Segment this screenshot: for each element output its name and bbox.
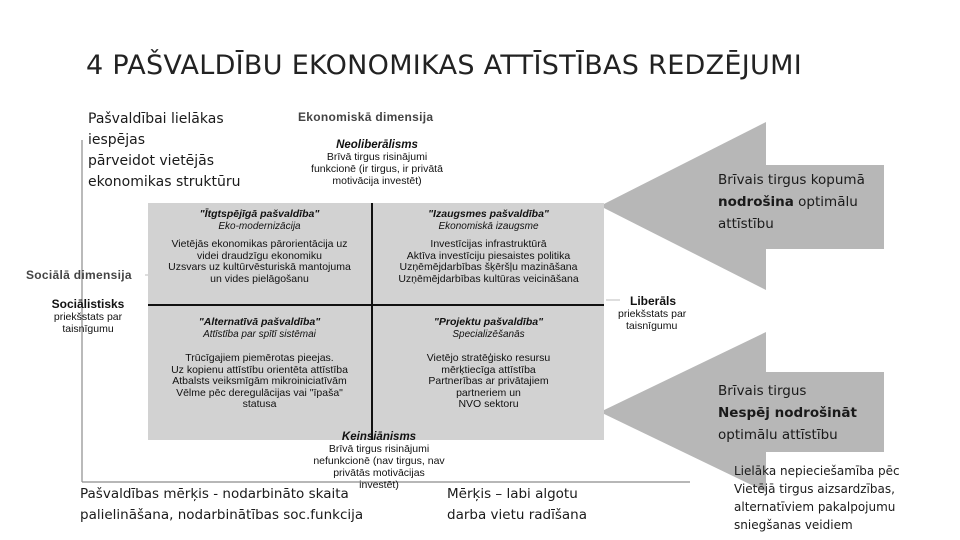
pole-line: motivācija investēt) [332, 175, 422, 187]
quadrant-title: "Ītgtspējīgā pašvaldība" [199, 208, 320, 220]
quadrant-title: "Projektu pašvaldība" [433, 316, 544, 328]
pole-line: taisnīgumu [626, 320, 678, 332]
economic-dimension-label: Ekonomiskā dimensija [298, 110, 434, 124]
quadrant-line: Vēlme pēc deregulācijas vai "īpaša" [176, 386, 343, 399]
quadrant-line: Atbalsts veiksmīgām mikroiniciatīvām [172, 375, 347, 387]
page-title: 4 PAŠVALDĪBU EKONOMIKAS ATTĪSTĪBAS REDZĒJUMI [86, 50, 802, 81]
note-bottom-right [734, 462, 900, 534]
arrow-bottom-label [718, 380, 857, 446]
pole-title: Sociālistisks [51, 297, 125, 311]
arrow-line: optimālu attīstību [718, 427, 838, 443]
pole-title: Liberāls [629, 294, 677, 308]
quadrant-subtitle: Eko-modernizācija [218, 220, 301, 232]
pole-line: Brīvā tirgus risinājumi [328, 443, 430, 455]
pole-line: priekšstats par [618, 308, 687, 320]
social-dimension-label: Sociālā dimensija [26, 268, 132, 282]
pole-title: Neoliberālisms [336, 139, 418, 151]
quadrant-alternative [148, 317, 371, 411]
quadrant-line: Uzņēmējdarbības kultūras veicināšana [398, 272, 579, 285]
quadrant-subtitle: Specializēšanās [452, 328, 525, 340]
arrow-top-label [718, 169, 865, 235]
note-bottom-left [80, 484, 363, 526]
pole-neoliberal [292, 139, 462, 187]
note-line: pārveidot vietējās [88, 153, 215, 169]
quadrant-line: Investīcijas infrastruktūrā [430, 238, 547, 250]
arrow-line: Nespēj nodrošināt [718, 405, 857, 421]
arrow-text: optimālu [793, 194, 858, 210]
note-line: iespējas [88, 132, 146, 148]
quadrant-line: Vietējās ekonomikas pārorientācija uz [171, 238, 348, 250]
note-top-left [88, 109, 240, 193]
arrow-line: Brīvais tirgus [718, 383, 807, 399]
quadrant-line: Uz kopienu attīstību orientēta attīstība [171, 363, 348, 376]
note-line: Lielāka nepieciešamība pēc [734, 464, 900, 478]
quadrant-line: un vides pielāgošanu [210, 272, 309, 285]
pole-line: Brīvā tirgus risinājumi [326, 151, 428, 163]
quadrant-line: Aktīva investīciju piesaistes politika [406, 249, 571, 262]
quadrant-line: partneriem un [456, 386, 521, 399]
quadrant-line: mērķtiecīga attīstība [441, 363, 536, 376]
quadrant-line: Uzsvars uz kultūrvēsturiskā mantojuma [168, 261, 351, 273]
quadrant-title: "Izaugsmes pašvaldība" [428, 208, 549, 220]
pole-line: investēt) [359, 479, 399, 491]
quadrant-line: Uzņēmējdarbības šķēršļu mazināšana [399, 261, 578, 273]
note-line: alternatīviem pakalpojumu [734, 500, 896, 514]
note-line: palielināšana, nodarbinātības soc.funkcija [80, 507, 364, 523]
quadrant-growth [373, 209, 604, 285]
quadrant-subtitle: Ekonomiskā izaugsme [438, 220, 539, 232]
quadrant-title: "Alternatīvā pašvaldība" [198, 316, 321, 328]
pole-socialist [38, 297, 138, 335]
quadrant-line: videi draudzīgu ekonomiku [197, 249, 322, 262]
arrow-bold-text: nodrošina [718, 194, 794, 210]
note-line: ekonomikas struktūru [88, 174, 241, 190]
quadrant-line: Partnerības ar privātajiem [428, 375, 549, 387]
pole-line: funkcionē (ir tirgus, ir privātā [311, 163, 443, 175]
quadrant-subtitle: Attīstība par spītī sistēmai [203, 328, 316, 340]
note-line: Vietējā tirgus aizsardzības, [734, 482, 895, 496]
arrow-line: attīstību [718, 216, 774, 232]
pole-line: privātās motivācijas [333, 467, 425, 479]
quadrant-line: NVO sektoru [458, 398, 519, 410]
pole-line: taisnīgumu [62, 323, 114, 335]
quadrant-sustainable [148, 209, 371, 285]
arrow-line [718, 191, 865, 213]
note-line: Pašvaldības mērķis - nodarbināto skaita [80, 486, 349, 502]
note-line: sniegšanas veidiem [734, 518, 853, 532]
grid-horizontal-divider [148, 304, 604, 306]
quadrant-project [373, 317, 604, 411]
quadrant-line: statusa [242, 398, 277, 410]
note-line: darba vietu radīšana [447, 507, 587, 523]
arrow-line: Brīvais tirgus kopumā [718, 172, 865, 188]
pole-liberal [614, 294, 706, 332]
note-line: Mērķis – labi algotu [447, 486, 578, 502]
quadrant-grid [148, 203, 604, 440]
quadrant-line: Vietējo stratēģisko resursu [426, 352, 551, 364]
note-bottom-mid [447, 484, 587, 526]
quadrant-line: Trūcīgajiem piemērotas pieejas. [185, 352, 334, 364]
note-line: Pašvaldībai lielākas [88, 111, 224, 127]
pole-line: priekšstats par [53, 311, 123, 323]
pole-line: nefunkcionē (nav tirgus, nav [313, 455, 445, 467]
pole-keynesian [296, 431, 462, 491]
pole-title: Keinsiānisms [341, 431, 417, 443]
